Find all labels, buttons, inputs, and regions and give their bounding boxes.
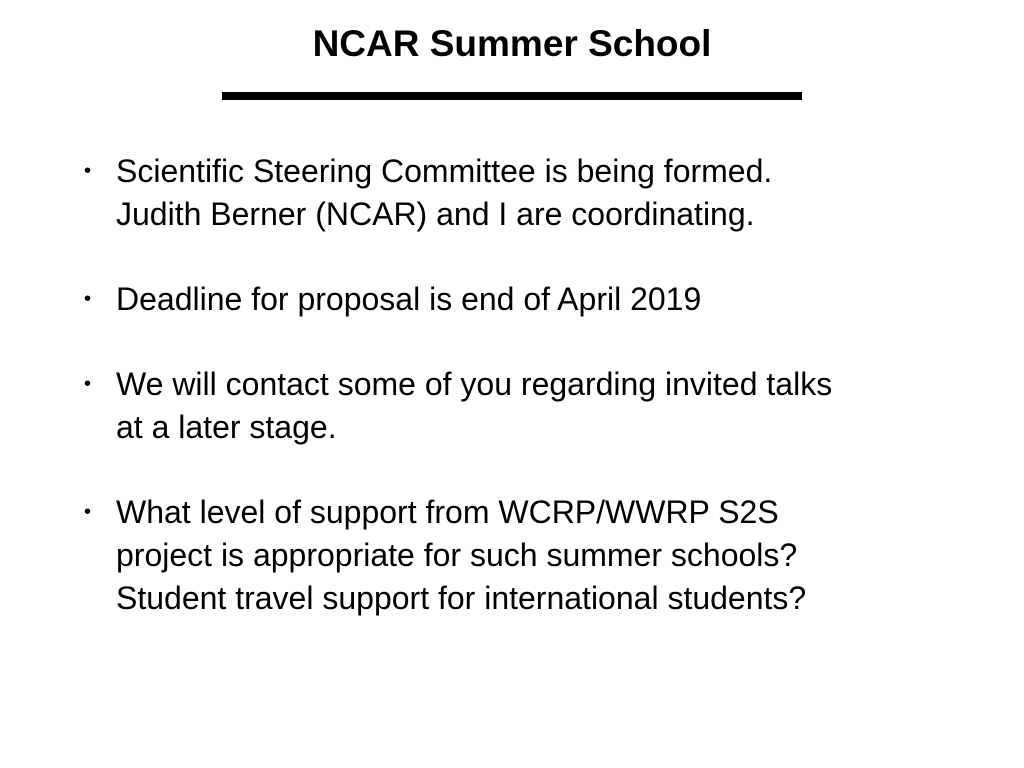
bullet-line: Student travel support for international students? <box>116 580 807 616</box>
title-underline <box>222 92 802 100</box>
bullet-line: What level of support from WCRP/WWRP S2S <box>116 494 779 530</box>
bullet-icon: • <box>84 373 92 395</box>
bullet-line: project is appropriate for such summer schools? <box>116 537 798 573</box>
bullet-text <box>116 278 984 321</box>
bullet-text <box>116 363 984 449</box>
bullet-item <box>0 150 1024 236</box>
slide-title: NCAR Summer School <box>312 23 712 64</box>
bullet-text <box>116 491 984 620</box>
bullet-line: Scientific Steering Committee is being formed. <box>116 153 773 189</box>
bullet-line: We will contact some of you regarding invited talks <box>116 366 833 402</box>
bullet-line: Judith Berner (NCAR) and I are coordinating. <box>116 196 755 232</box>
bullet-item <box>0 363 1024 449</box>
bullet-line: at a later stage. <box>116 409 337 445</box>
bullet-text <box>116 150 984 236</box>
bullet-icon: • <box>84 160 92 182</box>
bullet-item <box>0 491 1024 620</box>
bullet-line: Deadline for proposal is end of April 2019 <box>116 281 702 317</box>
bullet-item <box>0 278 1024 321</box>
bullet-icon: • <box>84 501 92 523</box>
bullet-icon: • <box>84 288 92 310</box>
bullet-list <box>0 150 1024 662</box>
